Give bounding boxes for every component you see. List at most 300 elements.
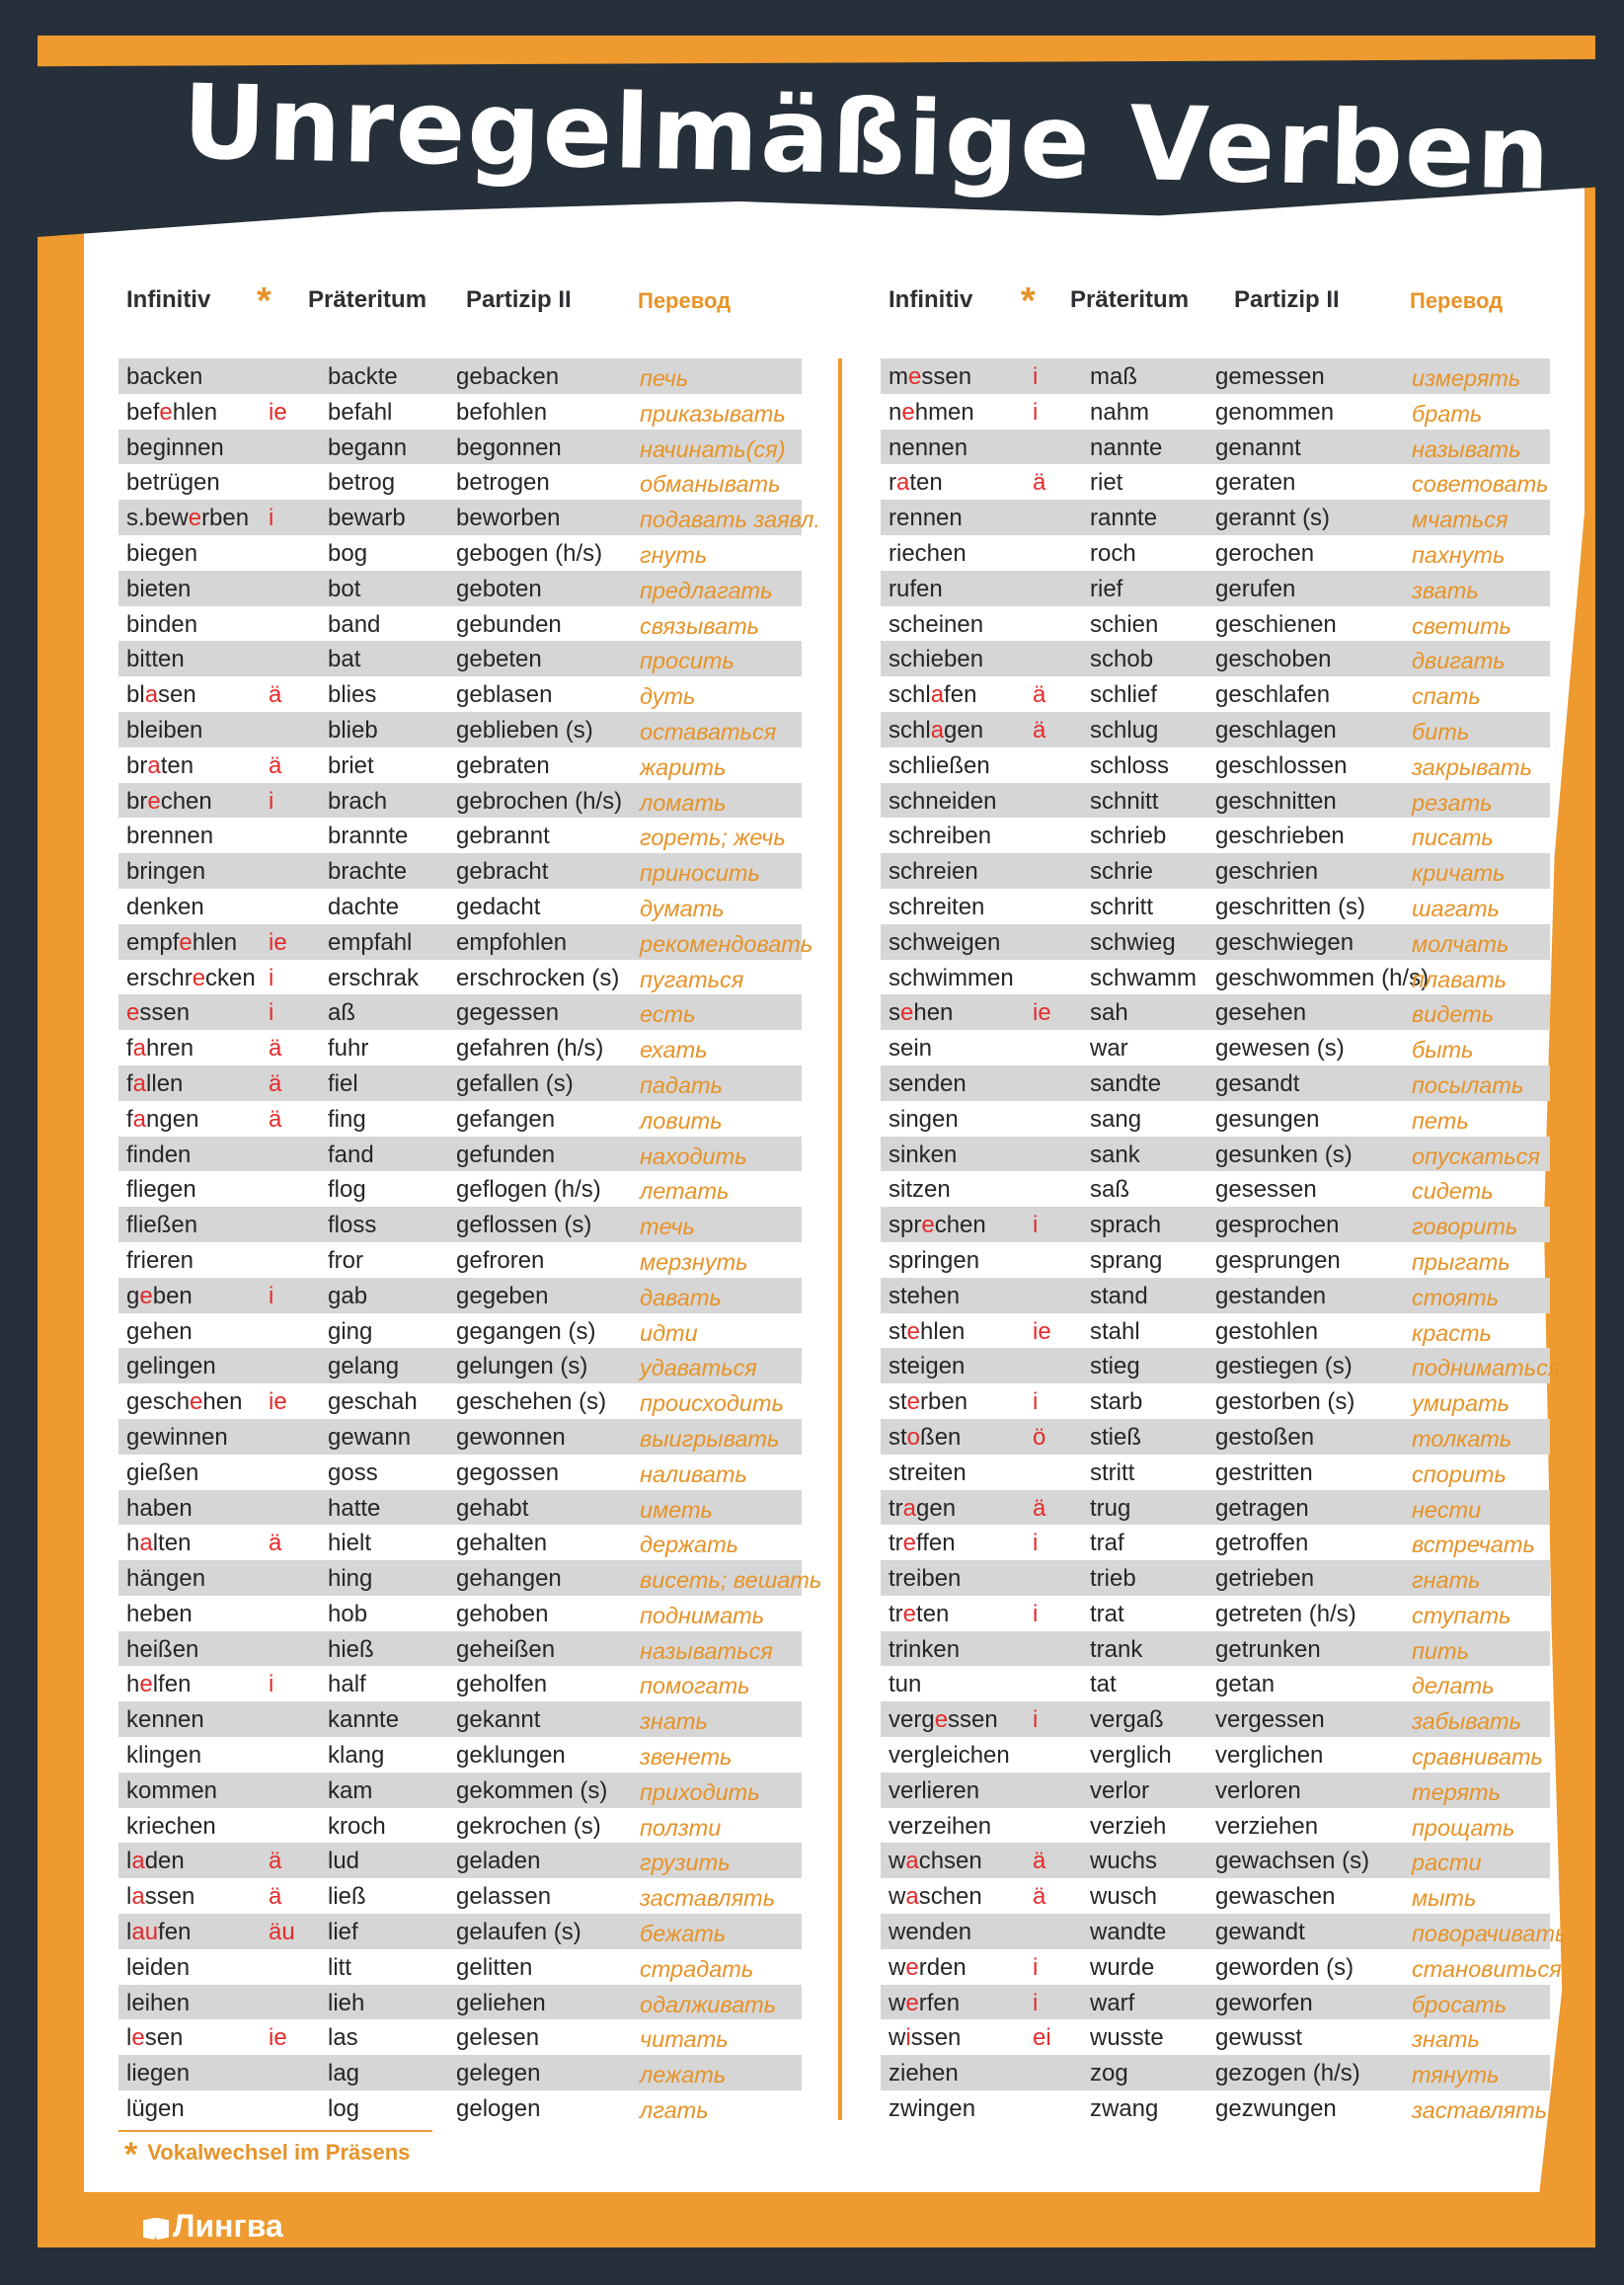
stem-vowel: e [905, 1989, 919, 2016]
verb-row [118, 1383, 802, 1419]
infinitive-start: biegen [126, 539, 198, 567]
partizip: gegangen (s) [456, 1317, 596, 1345]
partizip: geblieben (s) [456, 716, 593, 744]
translation: спорить [1412, 1460, 1507, 1487]
infinitive [126, 611, 197, 639]
infinitive [126, 505, 249, 532]
vowel-change: ie [1033, 1317, 1051, 1345]
infinitive [126, 1601, 193, 1628]
praeteritum: fiel [328, 1069, 358, 1097]
verb-row [881, 1278, 1550, 1313]
verb-row [118, 2019, 802, 2055]
partizip: vergessen [1215, 1706, 1325, 1734]
translation: гнуть [640, 541, 708, 568]
infinitive-start: f [126, 1105, 133, 1133]
translation: терять [1412, 1778, 1501, 1805]
vowel-change: ie [1033, 999, 1051, 1027]
vowel-change: äu [269, 1919, 295, 1946]
praeteritum: hielt [328, 1530, 372, 1557]
translation: закрывать [1412, 753, 1532, 780]
translation: кричать [1412, 860, 1506, 887]
partizip: geklungen [456, 1742, 566, 1770]
partizip: gelegen [456, 2060, 541, 2088]
translation: читать [640, 2026, 729, 2053]
vowel-change: ie [269, 1388, 287, 1416]
partizip: geraten [1215, 469, 1296, 497]
translation: бежать [640, 1921, 727, 1947]
infinitive [126, 540, 197, 568]
infinitive-end: hen [913, 999, 954, 1027]
translation: поворачивать [1412, 1921, 1568, 1947]
translation: гнать [1412, 1567, 1481, 1594]
verb-row [118, 994, 802, 1030]
praeteritum: floss [328, 1212, 377, 1239]
praeteritum: schnitt [1090, 787, 1159, 815]
praeteritum: betrog [328, 469, 396, 497]
infinitive-start: hängen [126, 1565, 206, 1593]
infinitive [889, 1388, 967, 1416]
infinitive-end: ssen [910, 2024, 962, 2052]
infinitive [126, 1424, 228, 1452]
infinitive-end: hmen [914, 398, 974, 426]
infinitive-start: schl [889, 716, 931, 744]
partizip: geschehen (s) [456, 1388, 607, 1416]
infinitive-start: leihen [126, 1989, 191, 2016]
vowel-change: i [1033, 1953, 1039, 1981]
infinitive-start: brennen [126, 823, 214, 850]
vowel-change: i [1033, 1530, 1039, 1557]
vowel-change: i [269, 787, 274, 815]
translation: стоять [1412, 1284, 1500, 1310]
partizip: gelungen (s) [456, 1353, 588, 1380]
praeteritum: riet [1090, 469, 1123, 497]
infinitive-start: ziehen [889, 2060, 959, 2088]
infinitive [889, 611, 983, 639]
translation: ловить [640, 1107, 723, 1134]
verb-row [881, 1914, 1568, 1949]
infinitive-start: br [126, 787, 148, 815]
praeteritum: begann [328, 433, 408, 461]
translation: знать [640, 1708, 708, 1735]
infinitive [889, 2060, 959, 2088]
infinitive [889, 681, 976, 709]
praeteritum: las [328, 2024, 358, 2052]
infinitive [126, 1742, 201, 1770]
infinitive [889, 1318, 965, 1346]
stem-vowel: a [147, 751, 161, 779]
translation: грузить [640, 1850, 731, 1876]
translation: нести [1412, 1496, 1482, 1523]
translation: дуть [640, 683, 696, 710]
infinitive-start: lügen [126, 2095, 185, 2123]
infinitive-end: ssen [139, 999, 191, 1027]
partizip: gebacken [456, 363, 560, 390]
infinitive-start: l [126, 1919, 132, 1946]
verb-row [118, 1030, 802, 1065]
infinitive [889, 1742, 1010, 1770]
infinitive [889, 1070, 967, 1098]
partizip: gestorben (s) [1215, 1388, 1355, 1416]
infinitive-end: gen [916, 1494, 957, 1522]
translation: прыгать [1412, 1248, 1510, 1275]
footnote [124, 2136, 410, 2174]
infinitive [126, 965, 256, 992]
infinitive [126, 1848, 185, 1875]
translation: двигать [1412, 648, 1506, 674]
praeteritum: bot [328, 575, 361, 602]
translation: толкать [1412, 1425, 1512, 1452]
praeteritum: gewann [328, 1423, 412, 1451]
partizip: gewachsen (s) [1215, 1848, 1370, 1875]
praeteritum: schlug [1090, 716, 1159, 744]
infinitive-start: sein [889, 1035, 933, 1063]
vowel-change: ä [269, 1035, 282, 1063]
verb-row [881, 571, 1550, 606]
verb-row [118, 1490, 802, 1526]
vowel-change: i [1033, 398, 1039, 426]
verb-row [881, 1455, 1550, 1490]
translation: ступать [1412, 1602, 1511, 1628]
stem-vowel: e [192, 964, 206, 991]
translation: посылать [1412, 1071, 1524, 1098]
infinitive [126, 894, 204, 921]
stem-vowel: e [902, 1530, 917, 1557]
partizip: gestanden [1215, 1282, 1327, 1309]
partizip: begonnen [456, 433, 562, 461]
infinitive-end: lten [152, 1530, 192, 1557]
partizip: geschritten (s) [1215, 893, 1366, 920]
partizip: geschwommen (h/s) [1215, 964, 1430, 991]
infinitive [889, 894, 984, 921]
infinitive-start: tr [889, 1530, 903, 1557]
infinitive-start: gewinnen [126, 1423, 228, 1451]
infinitive-start: gehen [126, 1317, 193, 1345]
infinitive-start: schreiten [889, 893, 985, 920]
partizip: geschnitten [1215, 787, 1337, 815]
page-title: Unregelmäßige Verben [181, 61, 1553, 213]
partizip: geliehen [456, 1989, 546, 2016]
infinitive-end: hen [202, 1388, 243, 1416]
infinitive-end: hlen [172, 398, 218, 426]
partizip: gewonnen [456, 1423, 566, 1451]
partizip: gefahren (h/s) [456, 1035, 604, 1063]
header-star: * [257, 280, 271, 322]
partizip: getan [1215, 1671, 1276, 1698]
translation: предлагать [640, 577, 773, 603]
stem-vowel: a [132, 1105, 147, 1133]
infinitive-end: llen [146, 1069, 184, 1097]
vowel-change: i [1033, 1989, 1039, 2016]
translation: сравнивать [1412, 1744, 1543, 1771]
praeteritum: verzieh [1090, 1812, 1167, 1840]
infinitive [889, 540, 967, 568]
translation: страдать [640, 1955, 754, 1982]
praeteritum: stieß [1090, 1423, 1142, 1451]
partizip: geworfen [1215, 1989, 1313, 2016]
infinitive-start: gesch [126, 1388, 191, 1416]
infinitive-start: spr [889, 1212, 922, 1239]
translation: бросать [1412, 1991, 1508, 2017]
infinitive-start: frieren [126, 1246, 194, 1274]
verb-row [118, 676, 802, 712]
translation: называться [640, 1637, 773, 1664]
translation: ломать [640, 789, 727, 816]
partizip: gefroren [456, 1246, 545, 1274]
praeteritum: brachte [328, 858, 408, 886]
vowel-change: ä [269, 1530, 282, 1557]
partizip: gebeten [456, 646, 542, 673]
verb-row [118, 571, 802, 606]
translation: ползти [640, 1814, 722, 1841]
vowel-change: ä [269, 1069, 282, 1097]
partizip: gehoben [456, 1600, 549, 1627]
verb-row [118, 1313, 802, 1349]
stem-vowel: e [159, 398, 173, 426]
infinitive [126, 1070, 183, 1098]
verb-row [118, 1560, 822, 1596]
verb-row [881, 1560, 1550, 1596]
verb-row [881, 1101, 1550, 1137]
verb-row [881, 606, 1550, 642]
infinitive-start: liegen [126, 2060, 191, 2088]
partizip: gebrannt [456, 823, 550, 850]
verb-row [118, 535, 802, 571]
translation: начинать(ся) [640, 435, 786, 462]
footnote-text: Vokalwechsel im Präsens [147, 2140, 411, 2165]
infinitive-start: l [126, 2024, 132, 2052]
infinitive-end: ngen [146, 1105, 199, 1133]
praeteritum: fror [328, 1246, 363, 1274]
stem-vowel: a [131, 1848, 145, 1875]
infinitive [889, 823, 991, 850]
infinitive-start: schreien [889, 858, 978, 886]
translation: подниматься [1412, 1355, 1561, 1381]
verb-row [881, 500, 1550, 535]
header-perevod: Перевод [1410, 288, 1504, 313]
stem-vowel: e [139, 1282, 153, 1309]
verb-row [118, 853, 802, 889]
infinitive-start: m [889, 363, 908, 390]
infinitive [126, 2060, 190, 2088]
footnote-rule [118, 2130, 432, 2132]
praeteritum: fing [328, 1105, 366, 1133]
infinitive-start: l [126, 1883, 132, 1911]
stem-vowel: e [906, 1317, 921, 1345]
verb-row [118, 1455, 802, 1490]
infinitive [889, 1283, 960, 1310]
infinitive-start: verg [889, 1706, 935, 1734]
stem-vowel: e [139, 1671, 153, 1698]
praeteritum: bat [328, 646, 361, 673]
stem-vowel: e [921, 1212, 935, 1239]
praeteritum: erschrak [328, 964, 420, 991]
infinitive-end: gen [944, 716, 984, 744]
infinitive-start: st [889, 1317, 907, 1345]
infinitive [126, 858, 205, 886]
translation: подавать заявл. [640, 507, 820, 533]
verb-row [881, 641, 1550, 676]
vowel-change: i [269, 1671, 274, 1698]
praeteritum: verlor [1090, 1776, 1150, 1804]
infinitive [889, 1954, 967, 1982]
praeteritum: wandte [1090, 1919, 1167, 1946]
infinitive-start: g [126, 1282, 140, 1309]
vowel-change: i [269, 999, 274, 1027]
partizip: gesessen [1215, 1176, 1317, 1204]
verb-row [881, 1419, 1550, 1455]
praeteritum: trat [1090, 1600, 1124, 1627]
verb-row [881, 1525, 1550, 1560]
infinitive [126, 646, 185, 673]
translation: петь [1412, 1107, 1469, 1134]
praeteritum: verglich [1090, 1742, 1172, 1770]
infinitive [889, 1035, 932, 1063]
praeteritum: lud [328, 1848, 360, 1875]
partizip: geladen [456, 1848, 541, 1875]
partizip: gewaschen [1215, 1883, 1336, 1911]
praeteritum: briet [328, 751, 374, 779]
infinitive [889, 788, 996, 816]
partizip: genannt [1215, 433, 1301, 461]
praeteritum: geschah [328, 1388, 418, 1416]
translation: бить [1412, 718, 1470, 745]
infinitive-start: stehen [889, 1282, 961, 1309]
infinitive [126, 1035, 193, 1063]
verb-row [118, 1348, 802, 1383]
translation: помогать [640, 1673, 750, 1699]
infinitive-start: tun [889, 1671, 922, 1698]
verb-row [881, 358, 1550, 394]
infinitive [126, 1777, 217, 1805]
praeteritum: bewarb [328, 505, 406, 532]
praeteritum: schlief [1090, 681, 1158, 709]
partizip: gesehen [1215, 999, 1307, 1027]
infinitive [126, 1142, 191, 1169]
vowel-change: ä [269, 1105, 282, 1133]
infinitive [889, 965, 1014, 992]
infinitive-start: tr [889, 1600, 903, 1627]
translation: связывать [640, 612, 760, 639]
infinitive [126, 1636, 198, 1664]
infinitive [126, 1176, 196, 1204]
verb-row [118, 1137, 802, 1172]
infinitive-start: bl [126, 681, 145, 709]
infinitive-start: kennen [126, 1706, 204, 1734]
praeteritum: traf [1090, 1530, 1124, 1557]
infinitive [889, 1176, 951, 1204]
infinitive [126, 1495, 193, 1523]
translation: давать [640, 1284, 722, 1310]
vowel-change: ie [269, 2024, 287, 2052]
praeteritum: lag [328, 2060, 360, 2088]
infinitive-start: verlieren [889, 1776, 980, 1804]
stem-vowel: e [906, 1388, 921, 1416]
infinitive-end: hlen [920, 1317, 966, 1345]
publisher-logo [143, 2208, 283, 2245]
infinitive-end: sen [158, 681, 196, 709]
infinitive-start: gelingen [126, 1353, 216, 1380]
partizip: gelitten [456, 1953, 533, 1981]
praeteritum: stand [1090, 1282, 1148, 1309]
infinitive-start: sitzen [889, 1176, 951, 1204]
infinitive-start: f [126, 1035, 133, 1063]
praeteritum: ließ [328, 1883, 366, 1911]
stem-vowel: a [930, 716, 945, 744]
infinitive-end: rben [201, 505, 250, 532]
partizip: gelassen [456, 1883, 552, 1911]
verb-row [881, 1490, 1550, 1526]
infinitive-start: bieten [126, 575, 192, 602]
verb-row [118, 889, 802, 924]
verb-row [118, 1701, 802, 1737]
verb-row [118, 748, 802, 783]
translation: прощать [1412, 1814, 1515, 1841]
partizip: gestritten [1215, 1458, 1313, 1486]
praeteritum: hieß [328, 1635, 374, 1663]
infinitive-start: h [126, 1671, 140, 1698]
infinitive [126, 752, 193, 780]
praeteritum: litt [328, 1953, 351, 1981]
infinitive-start: r [889, 469, 896, 497]
partizip: geflogen (h/s) [456, 1176, 601, 1204]
infinitive [889, 505, 963, 532]
praeteritum: goss [328, 1458, 378, 1486]
praeteritum: sprach [1090, 1212, 1162, 1239]
infinitive-start: bleiben [126, 716, 203, 744]
infinitive-start: denken [126, 893, 204, 920]
translation: звать [1412, 577, 1479, 603]
praeteritum: nahm [1090, 398, 1150, 426]
translation: становиться [1412, 1955, 1562, 1982]
partizip: geheißen [456, 1635, 556, 1663]
verb-row [881, 1773, 1550, 1808]
praeteritum: brannte [328, 823, 409, 850]
infinitive [889, 999, 953, 1027]
infinitive-end: ten [160, 751, 194, 779]
infinitive [889, 363, 971, 391]
partizip: geflossen (s) [456, 1212, 592, 1239]
translation: пахнуть [1412, 541, 1506, 568]
vowel-change: i [1033, 363, 1039, 390]
verb-row [118, 712, 802, 748]
infinitive [889, 1530, 956, 1557]
partizip: gebracht [456, 858, 549, 886]
column-divider [838, 358, 842, 2120]
verb-row [881, 1701, 1550, 1737]
verb-row [118, 2055, 802, 2090]
partizip: getrunken [1215, 1635, 1321, 1663]
infinitive-start: senden [889, 1069, 967, 1097]
infinitive [126, 363, 202, 391]
infinitive-start: schließen [889, 751, 990, 779]
infinitive [126, 788, 212, 816]
praeteritum: stahl [1090, 1317, 1140, 1345]
praeteritum: nannte [1090, 433, 1163, 461]
infinitive [889, 434, 967, 462]
partizip: gelesen [456, 2024, 540, 2052]
vowel-change: ä [269, 1883, 282, 1911]
translation: поднимать [640, 1602, 765, 1628]
infinitive-start: schweigen [889, 928, 1001, 956]
verb-row [881, 960, 1550, 995]
praeteritum: kam [328, 1776, 373, 1804]
praeteritum: log [328, 2095, 360, 2123]
translation: удаваться [640, 1355, 757, 1381]
translation: происходить [640, 1390, 784, 1417]
translation: быть [1412, 1037, 1474, 1064]
infinitive-start: erschr [126, 964, 193, 991]
verb-row [881, 1631, 1550, 1667]
